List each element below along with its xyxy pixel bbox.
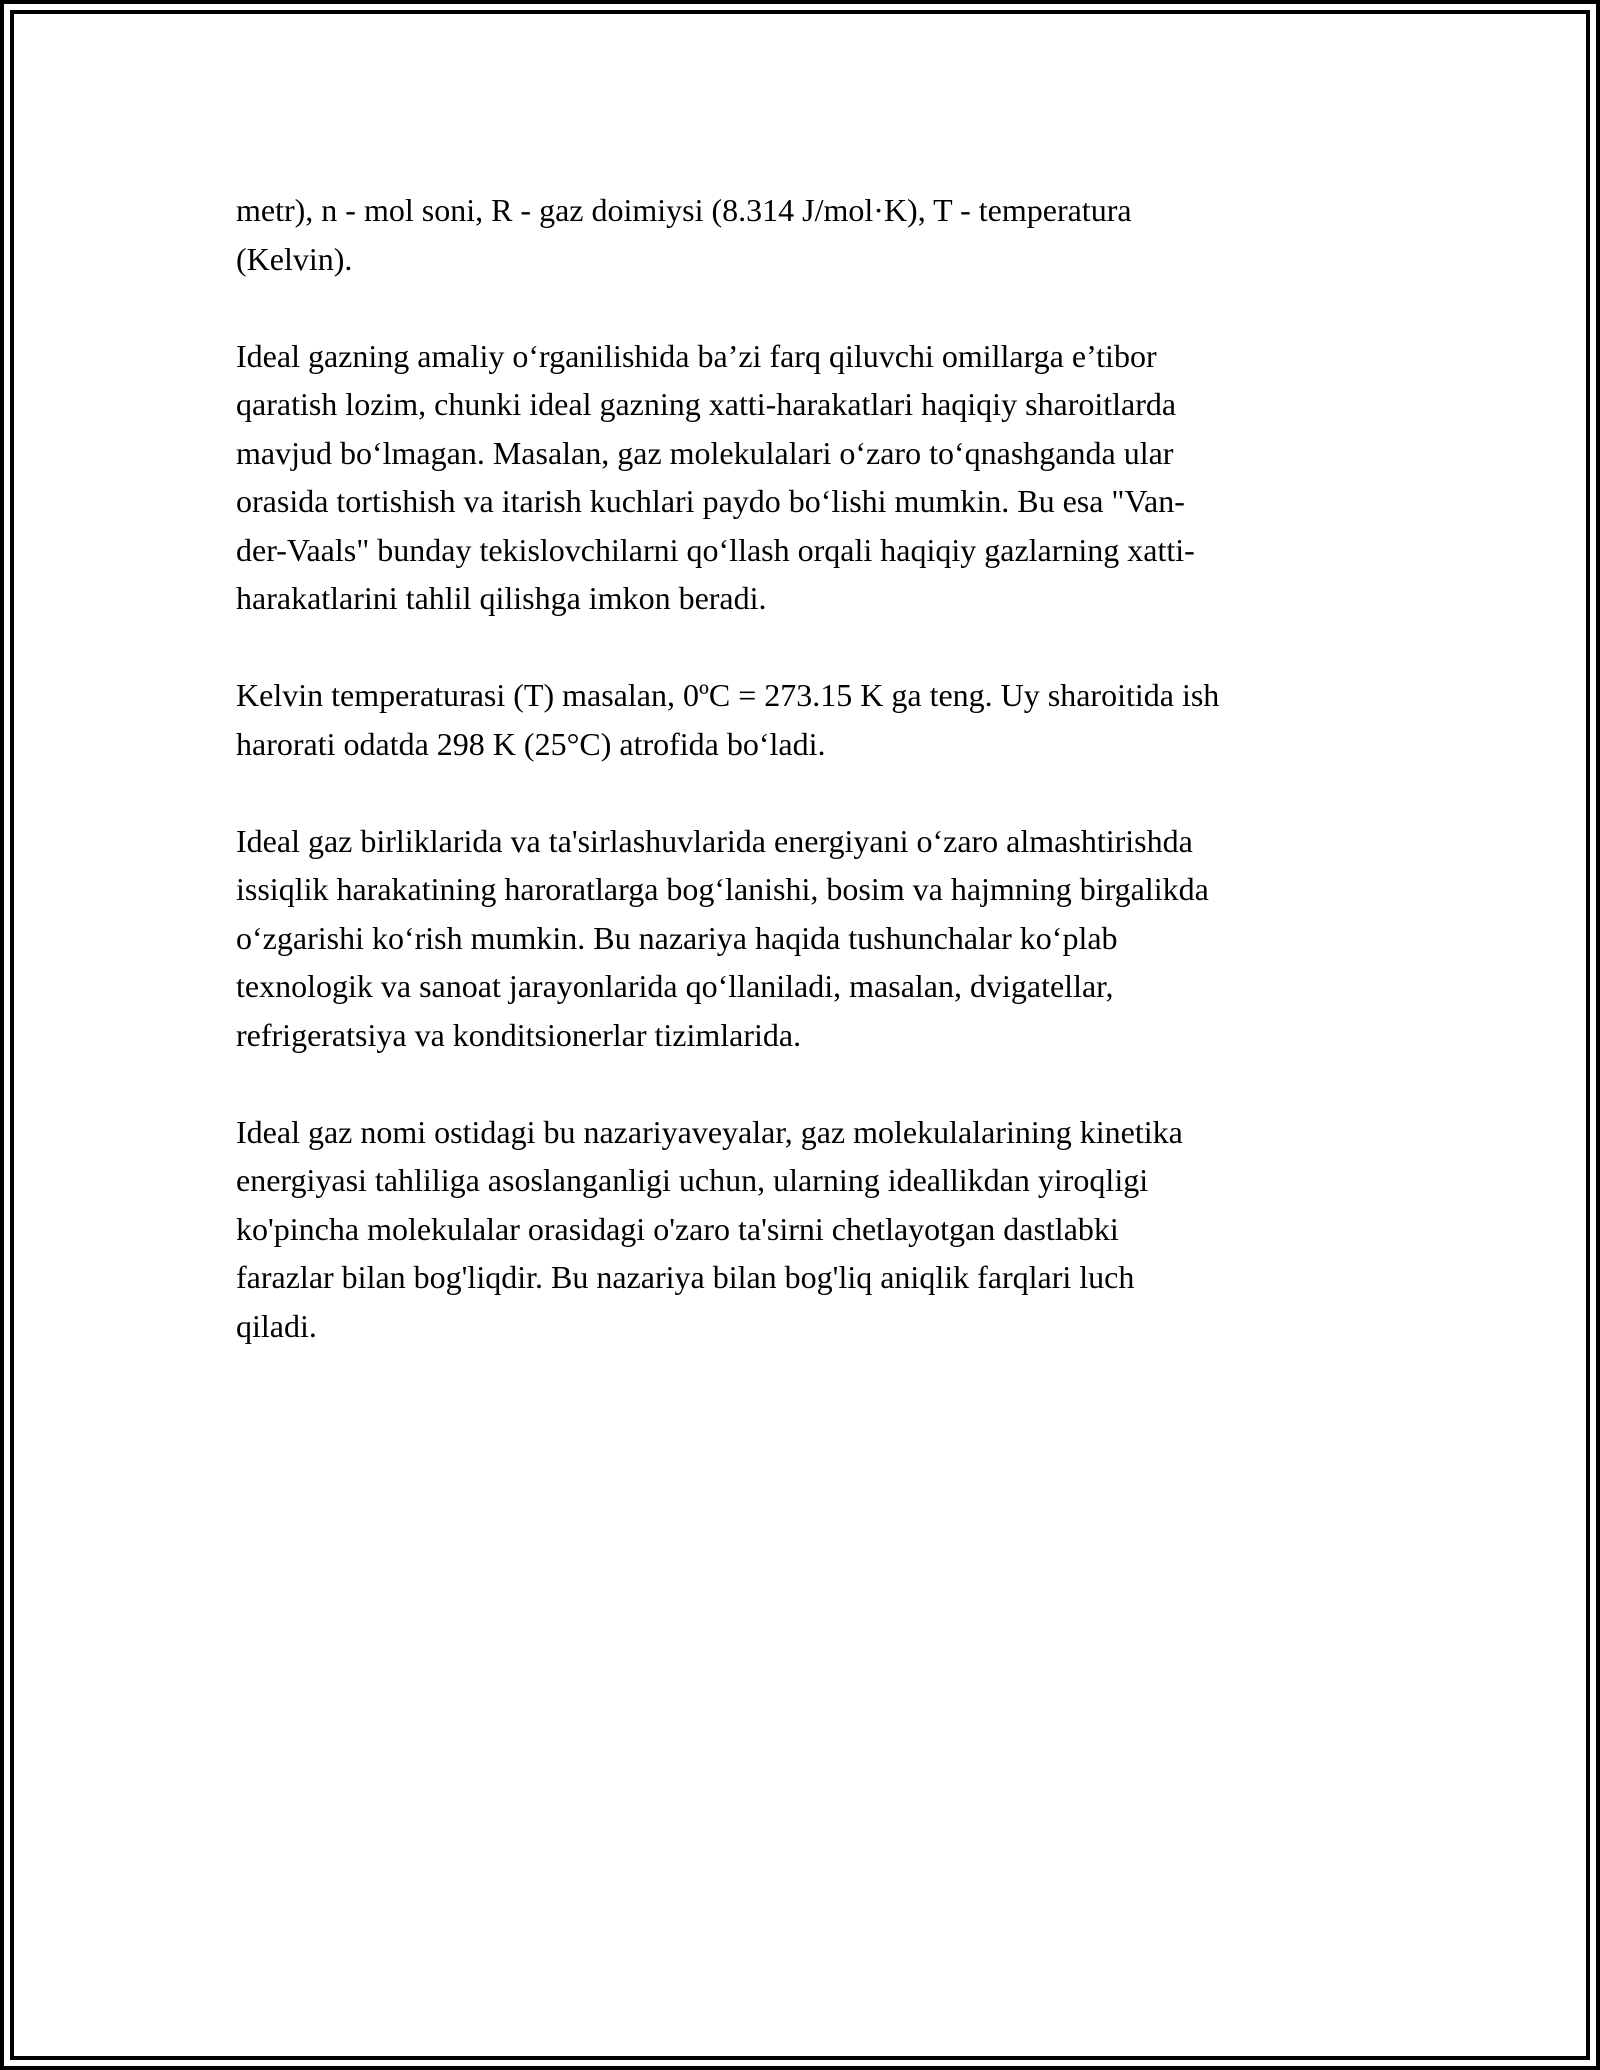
text-line: o‘zgarishi ko‘rish mumkin. Bu nazariya haqida tushunchalar ko‘plab xyxy=(236,919,1118,956)
text-line: harakatlarini tahlil qilishga imkon beradi. xyxy=(236,580,767,616)
text-line: ko'pincha molekulalar orasidagi o'zaro ta'sirni chetlayotgan dastlabki xyxy=(236,1210,1119,1247)
text-line: texnologik va sanoat jarayonlarida qo‘llaniladi, masalan, dvigatellar, xyxy=(236,968,1114,1004)
text-line: farazlar bilan bog'liqdir. Bu nazariya bilan bog'liq aniqlik farqlari luch xyxy=(236,1259,1135,1295)
paragraph-5 xyxy=(236,1108,1366,1351)
text-line: qaratish lozim, chunki ideal gazning xatti-harakatlari haqiqiy sharoitlarda xyxy=(236,386,1177,422)
paragraph-2 xyxy=(236,332,1366,623)
text-line: Ideal gaz nomi ostidagi bu nazariyaveyalar, gaz molekulalarining kinetika xyxy=(236,1113,1183,1150)
text-line: der-Vaals" bunday tekislovchilarni qo‘llash orqali haqiqiy gazlarning xatti- xyxy=(236,531,1195,568)
text-line: mavjud bo‘lmagan. Masalan, gaz molekulalari o‘zaro to‘qnashganda ular xyxy=(236,434,1174,471)
paragraph-4 xyxy=(236,817,1366,1060)
paragraph-3 xyxy=(236,671,1366,768)
text-line: qiladi. xyxy=(236,1307,317,1344)
text-line: metr), n - mol soni, R - gaz doimiysi (8.314 J/mol·K), T - temperatura xyxy=(236,192,1132,228)
text-line: (Kelvin). xyxy=(236,240,353,277)
document-body xyxy=(236,186,1366,1399)
text-line: refrigeratsiya va konditsionerlar tizimlarida. xyxy=(236,1016,802,1053)
text-line: harorati odatda 298 K (25°C) atrofida bo‘ladi. xyxy=(236,725,826,762)
paragraph-1 xyxy=(236,186,1366,283)
text-line: Ideal gaz birliklarida va ta'sirlashuvlarida energiyani o‘zaro almashtirishda xyxy=(236,822,1193,859)
text-line: Kelvin temperaturasi (T) masalan, 0ºC = 273.15 K ga teng. Uy sharoitida ish xyxy=(236,677,1220,713)
text-line: energiyasi tahliliga asoslanganligi uchun, ularning ideallikdan yiroqligi xyxy=(236,1162,1149,1198)
text-line: orasida tortishish va itarish kuchlari paydo bo‘lishi mumkin. Bu esa "Van- xyxy=(236,483,1185,519)
text-line: issiqlik harakatining haroratlarga bog‘lanishi, bosim va hajmning birgalikda xyxy=(236,871,1209,907)
text-line: Ideal gazning amaliy o‘rganilishida ba’zi farq qiluvchi omillarga e’tibor xyxy=(236,337,1157,374)
